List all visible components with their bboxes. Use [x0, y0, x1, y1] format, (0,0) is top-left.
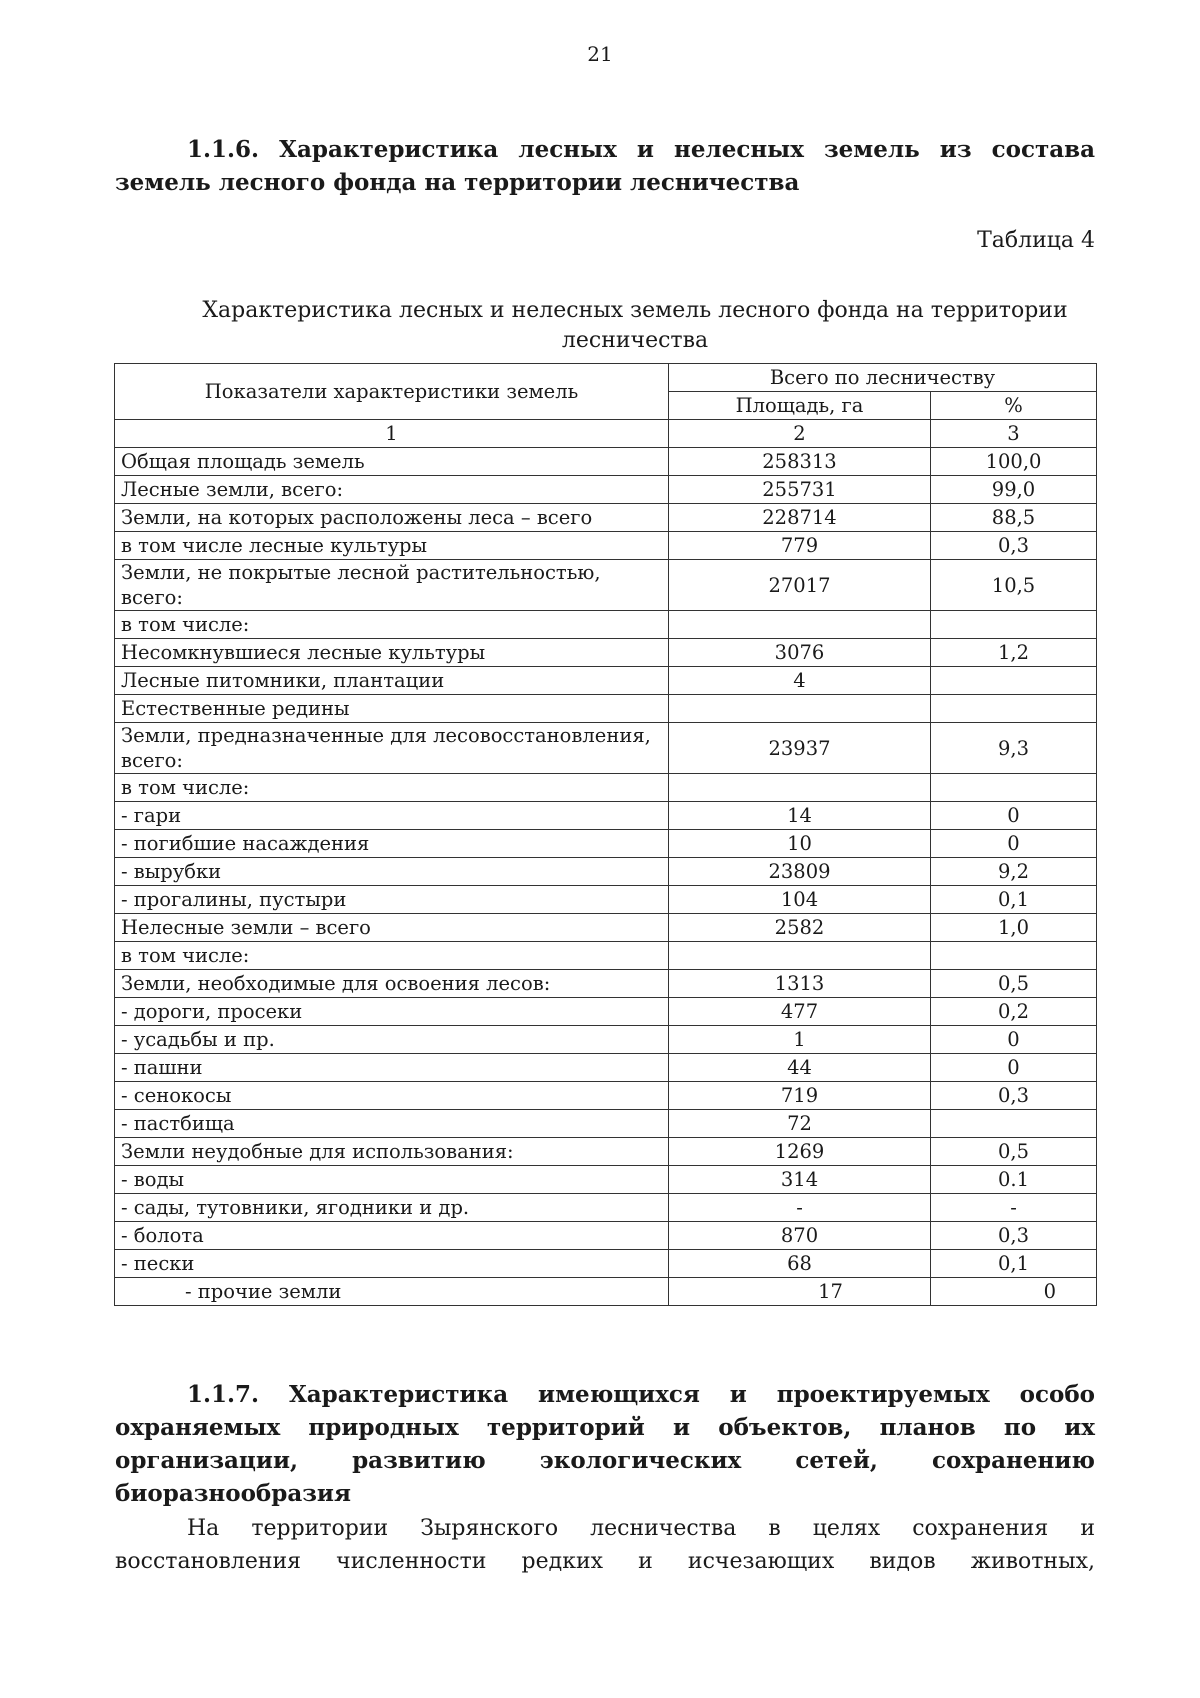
row-label: Несомкнувшиеся лесные культуры	[115, 639, 669, 667]
row-label: Земли неудобные для использования:	[115, 1138, 669, 1166]
row-area: 779	[669, 532, 931, 560]
row-percent: 1,2	[931, 639, 1097, 667]
row-percent: 100,0	[931, 448, 1097, 476]
table-row	[115, 914, 1097, 942]
row-percent: 0.1	[931, 1166, 1097, 1194]
table-row	[115, 942, 1097, 970]
table-row	[115, 560, 1097, 611]
row-area: 104	[669, 886, 931, 914]
section-heading-1-1-6	[115, 133, 1095, 199]
row-percent: 0,1	[931, 1250, 1097, 1278]
header-indicator: Показатели характеристики земель	[115, 364, 669, 420]
row-area: 719	[669, 1082, 931, 1110]
row-label: - пастбища	[115, 1110, 669, 1138]
table-row	[115, 667, 1097, 695]
row-area: 14	[669, 802, 931, 830]
body-paragraph	[115, 1512, 1095, 1578]
row-label: Земли, на которых расположены леса – всего	[115, 504, 669, 532]
row-area: 27017	[669, 560, 931, 611]
row-percent: 0	[931, 1054, 1097, 1082]
row-percent: 10,5	[931, 560, 1097, 611]
row-area: 477	[669, 998, 931, 1026]
table-title: Характеристика лесных и нелесных земель лесного фонда на территории лесничества	[202, 298, 1068, 353]
row-area: 44	[669, 1054, 931, 1082]
row-percent: 9,2	[931, 858, 1097, 886]
row-label: - вырубки	[115, 858, 669, 886]
row-label: - пески	[115, 1250, 669, 1278]
table-body	[115, 448, 1097, 1306]
table-row	[115, 1222, 1097, 1250]
row-percent: 0	[931, 1026, 1097, 1054]
table-row	[115, 802, 1097, 830]
row-percent: 0,3	[931, 532, 1097, 560]
row-label: Естественные редины	[115, 695, 669, 723]
table-row	[115, 611, 1097, 639]
row-percent	[931, 667, 1097, 695]
table-row	[115, 970, 1097, 998]
row-area: -	[669, 1194, 931, 1222]
section-title: Характеристика лесных и нелесных земель из состава земель лесного фонда на территории лесничества	[115, 136, 1095, 196]
header-total-group: Всего по лесничеству	[669, 364, 1097, 392]
table-row	[115, 830, 1097, 858]
row-label: - усадьбы и пр.	[115, 1026, 669, 1054]
row-label: в том числе:	[115, 942, 669, 970]
row-area: 2582	[669, 914, 931, 942]
row-label: в том числе:	[115, 774, 669, 802]
row-area	[669, 774, 931, 802]
land-characteristics-table	[114, 363, 1097, 1306]
row-percent	[931, 774, 1097, 802]
row-area: 3076	[669, 639, 931, 667]
row-percent	[931, 695, 1097, 723]
row-label: - сенокосы	[115, 1082, 669, 1110]
row-percent	[931, 942, 1097, 970]
row-area: 1	[669, 1026, 931, 1054]
row-percent: 0,5	[931, 1138, 1097, 1166]
row-area: 23937	[669, 723, 931, 774]
table-caption: Таблица 4	[977, 228, 1095, 253]
row-label: в том числе лесные культуры	[115, 532, 669, 560]
row-percent: 0,3	[931, 1222, 1097, 1250]
section-title: Характеристика имеющихся и проектируемых особо охраняемых природных территорий и объектов, планов по их организации, развитию экологических сетей, сохранению биоразнообразия	[115, 1381, 1095, 1507]
table-row	[115, 998, 1097, 1026]
row-label: - прогалины, пустыри	[115, 886, 669, 914]
header-area: Площадь, га	[669, 392, 931, 420]
row-label: - воды	[115, 1166, 669, 1194]
section-number: 1.1.7.	[187, 1381, 260, 1408]
table-row	[115, 886, 1097, 914]
table-row	[115, 476, 1097, 504]
row-area: 1269	[669, 1138, 931, 1166]
row-label: Общая площадь земель	[115, 448, 669, 476]
row-area	[669, 611, 931, 639]
table-row	[115, 1166, 1097, 1194]
row-percent: -	[931, 1194, 1097, 1222]
table-row	[115, 1082, 1097, 1110]
row-percent: 0	[931, 830, 1097, 858]
row-label: - погибшие насаждения	[115, 830, 669, 858]
row-percent: 1,0	[931, 914, 1097, 942]
row-percent: 0	[931, 1278, 1097, 1306]
row-label: - сады, тутовники, ягодники и др.	[115, 1194, 669, 1222]
row-area: 23809	[669, 858, 931, 886]
table-row	[115, 1110, 1097, 1138]
row-label: Лесные питомники, плантации	[115, 667, 669, 695]
row-label: - болота	[115, 1222, 669, 1250]
section-heading-1-1-7	[115, 1378, 1095, 1510]
section-number: 1.1.6.	[187, 136, 260, 163]
table-row	[115, 504, 1097, 532]
table-row	[115, 1026, 1097, 1054]
row-area: 870	[669, 1222, 931, 1250]
row-area: 255731	[669, 476, 931, 504]
row-label: Нелесные земли – всего	[115, 914, 669, 942]
row-area	[669, 942, 931, 970]
row-area	[669, 695, 931, 723]
row-label: - пашни	[115, 1054, 669, 1082]
row-area: 228714	[669, 504, 931, 532]
row-percent: 0,5	[931, 970, 1097, 998]
header-col-number-1: 1	[115, 420, 669, 448]
row-label: Земли, необходимые для освоения лесов:	[115, 970, 669, 998]
table-row	[115, 639, 1097, 667]
row-area: 10	[669, 830, 931, 858]
row-percent	[931, 611, 1097, 639]
row-percent: 0,1	[931, 886, 1097, 914]
table-row	[115, 1278, 1097, 1306]
row-percent: 0,2	[931, 998, 1097, 1026]
table-row	[115, 858, 1097, 886]
row-percent: 9,3	[931, 723, 1097, 774]
table-row	[115, 532, 1097, 560]
row-label: Земли, предназначенные для лесовосстановления, всего:	[115, 723, 669, 774]
header-col-number-3: 3	[931, 420, 1097, 448]
row-label: - гари	[115, 802, 669, 830]
table-row	[115, 1194, 1097, 1222]
table-row	[115, 448, 1097, 476]
table-row	[115, 774, 1097, 802]
row-area: 314	[669, 1166, 931, 1194]
row-area: 258313	[669, 448, 931, 476]
row-label: Земли, не покрытые лесной растительностью, всего:	[115, 560, 669, 611]
header-percent: %	[931, 392, 1097, 420]
table-row	[115, 1054, 1097, 1082]
row-area: 72	[669, 1110, 931, 1138]
row-percent: 0,3	[931, 1082, 1097, 1110]
row-percent: 99,0	[931, 476, 1097, 504]
row-percent: 0	[931, 802, 1097, 830]
table-row	[115, 723, 1097, 774]
row-percent: 88,5	[931, 504, 1097, 532]
table-row	[115, 695, 1097, 723]
paragraph-text: На территории Зырянского лесничества в целях сохранения и восстановления численности редких и исчезающих видов животных,	[115, 1516, 1095, 1574]
table-row	[115, 1250, 1097, 1278]
row-label: в том числе:	[115, 611, 669, 639]
row-area: 68	[669, 1250, 931, 1278]
row-area: 17	[669, 1278, 931, 1306]
row-area: 1313	[669, 970, 931, 998]
page-number: 21	[587, 42, 613, 66]
row-area: 4	[669, 667, 931, 695]
header-col-number-2: 2	[669, 420, 931, 448]
row-label: - дороги, просеки	[115, 998, 669, 1026]
table-row	[115, 1138, 1097, 1166]
row-percent	[931, 1110, 1097, 1138]
row-label: - прочие земли	[115, 1278, 669, 1306]
row-label: Лесные земли, всего:	[115, 476, 669, 504]
